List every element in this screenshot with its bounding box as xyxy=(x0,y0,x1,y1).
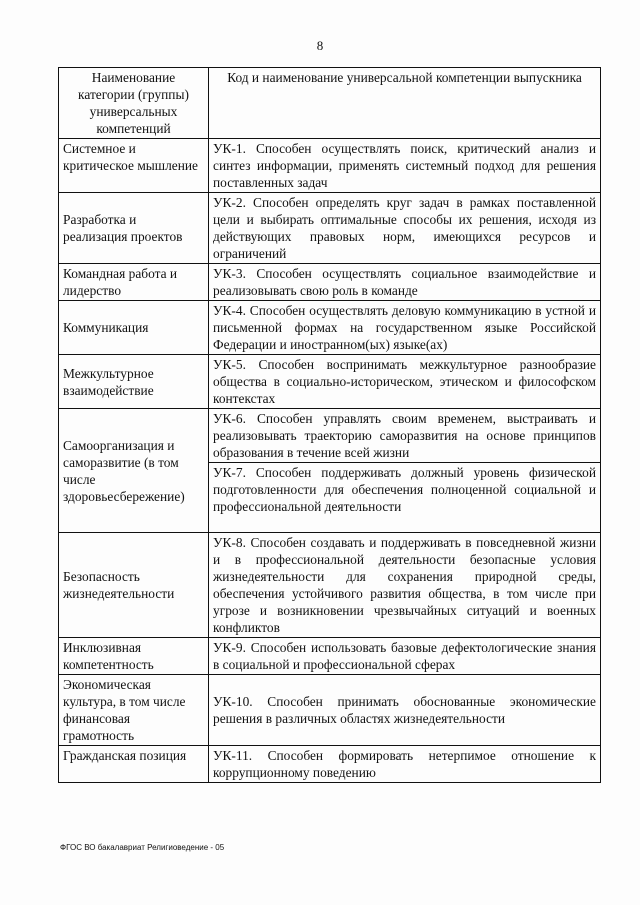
competency-cell: УК-11. Способен формировать нетерпимое отношение к коррупционному поведению xyxy=(209,746,601,783)
table-row xyxy=(59,409,601,463)
competency-cell: УК-9. Способен использовать базовые дефектологические знания в социальной и профессиональной сферах xyxy=(209,638,601,675)
table-header-row xyxy=(59,68,601,139)
category-cell: Разработка и реализация проектов xyxy=(59,193,209,264)
table-row xyxy=(59,139,601,193)
footer-note: ФГОС ВО бакалавриат Религиоведение - 05 xyxy=(60,843,225,852)
category-cell: Экономическая культура, в том числе финансовая грамотность xyxy=(59,675,209,746)
category-cell: Самоорганизация и саморазвитие (в том числе здоровьесбережение) xyxy=(59,409,209,533)
category-cell: Коммуникация xyxy=(59,301,209,355)
category-cell: Гражданская позиция xyxy=(59,746,209,783)
table-row xyxy=(59,264,601,301)
header-category: Наименование категории (группы) универсальных компетенций xyxy=(59,68,209,139)
table-row xyxy=(59,638,601,675)
competency-cell: УК-7. Способен поддерживать должный уровень физической подготовленности для обеспечения полноценной социальной и профессиональной деятельности xyxy=(209,463,601,533)
table-row xyxy=(59,301,601,355)
competency-cell: УК-6. Способен управлять своим временем, выстраивать и реализовывать траекторию саморазвития на основе принципов образования в течение всей жизни xyxy=(209,409,601,463)
table-row xyxy=(59,193,601,264)
table-row xyxy=(59,746,601,783)
competency-cell: УК-3. Способен осуществлять социальное взаимодействие и реализовывать свою роль в команде xyxy=(209,264,601,301)
category-cell: Инклюзивная компетентность xyxy=(59,638,209,675)
competencies-table xyxy=(58,67,601,783)
competency-cell: УК-10. Способен принимать обоснованные экономические решения в различных областях жизнедеятельности xyxy=(209,675,601,746)
table-row xyxy=(59,675,601,746)
header-code: Код и наименование универсальной компетенции выпускника xyxy=(209,68,601,139)
page-number: 8 xyxy=(316,38,324,53)
category-cell: Командная работа и лидерство xyxy=(59,264,209,301)
competency-cell: УК-8. Способен создавать и поддерживать в повседневной жизни и в профессиональной деятельности безопасные условия жизнедеятельности для сохранения природной среды, обеспечения устойчивого развития общества, в том числе при угрозе и возникновении чрезвычайных ситуаций и военных конфликтов xyxy=(209,533,601,638)
competency-cell: УК-4. Способен осуществлять деловую коммуникацию в устной и письменной формах на государственном языке Российской Федерации и иностранном(ых) языке(ах) xyxy=(209,301,601,355)
competency-cell: УК-5. Способен воспринимать межкультурное разнообразие общества в социально-историческом, этическом и философском контекстах xyxy=(209,355,601,409)
table-row xyxy=(59,533,601,638)
competency-cell: УК-1. Способен осуществлять поиск, критический анализ и синтез информации, применять системный подход для решения поставленных задач xyxy=(209,139,601,193)
competency-cell: УК-2. Способен определять круг задач в рамках поставленной цели и выбирать оптимальные способы их решения, исходя из действующих правовых норм, имеющихся ресурсов и ограничений xyxy=(209,193,601,264)
table-row xyxy=(59,355,601,409)
category-cell: Межкультурное взаимодействие xyxy=(59,355,209,409)
category-cell: Безопасность жизнедеятельности xyxy=(59,533,209,638)
category-cell: Системное и критическое мышление xyxy=(59,139,209,193)
